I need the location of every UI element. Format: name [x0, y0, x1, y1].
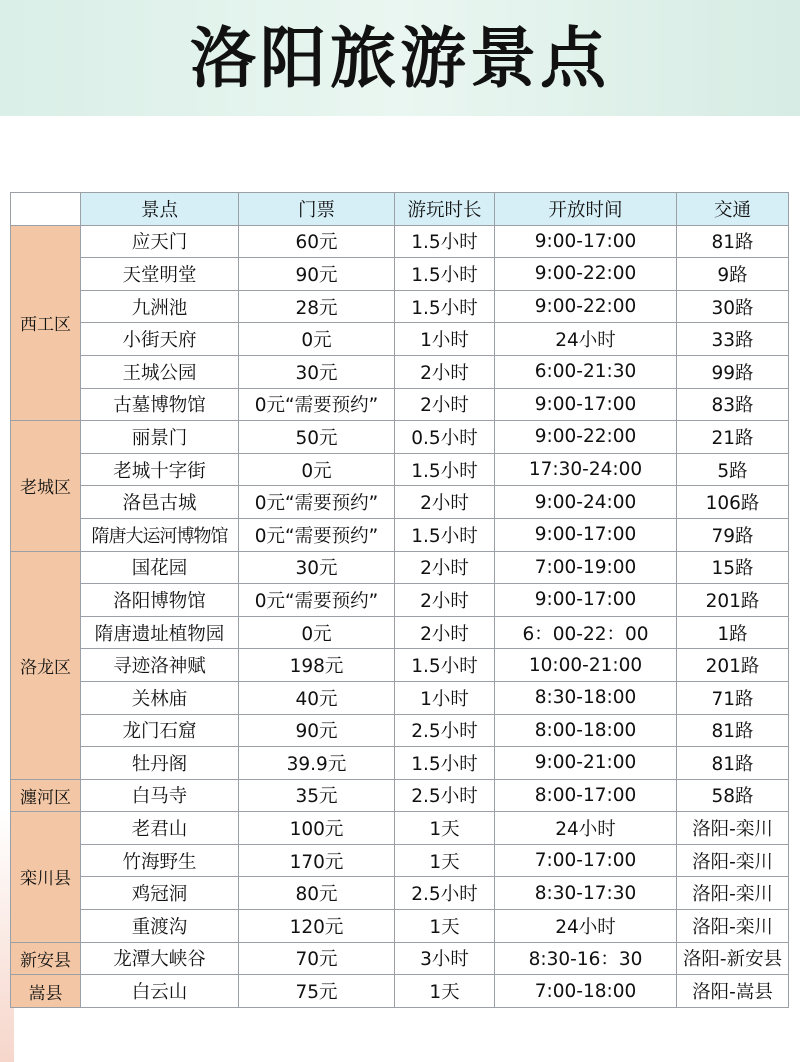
duration-cell: 2小时 — [395, 616, 495, 649]
duration-cell: 1天 — [395, 812, 495, 845]
attraction-cell: 洛阳博物馆 — [81, 584, 239, 617]
ticket-cell: 198元 — [239, 649, 395, 682]
ticket-cell: 40元 — [239, 681, 395, 714]
ticket-cell: 30元 — [239, 355, 395, 388]
hours-cell: 9:00-17:00 — [495, 518, 677, 551]
duration-cell: 2.5小时 — [395, 779, 495, 812]
duration-cell: 2.5小时 — [395, 877, 495, 910]
transport-cell: 1路 — [677, 616, 789, 649]
attraction-cell: 丽景门 — [81, 421, 239, 454]
duration-cell: 1天 — [395, 910, 495, 943]
duration-cell: 2.5小时 — [395, 714, 495, 747]
district-cell: 新安县 — [11, 942, 81, 975]
district-cell: 老城区 — [11, 421, 81, 551]
attraction-cell: 竹海野生 — [81, 844, 239, 877]
hours-cell: 24小时 — [495, 812, 677, 845]
district-cell: 栾川县 — [11, 812, 81, 942]
transport-cell: 83路 — [677, 388, 789, 421]
table-header-row — [11, 193, 789, 226]
ticket-cell: 90元 — [239, 714, 395, 747]
duration-cell: 2小时 — [395, 584, 495, 617]
hours-cell: 9:00-22:00 — [495, 290, 677, 323]
duration-cell: 1天 — [395, 844, 495, 877]
hours-cell: 7:00-19:00 — [495, 551, 677, 584]
table-row — [11, 551, 789, 584]
ticket-cell: 170元 — [239, 844, 395, 877]
table-row — [11, 323, 789, 356]
hours-cell: 6:00-21:30 — [495, 355, 677, 388]
district-cell: 瀍河区 — [11, 779, 81, 812]
ticket-cell: 30元 — [239, 551, 395, 584]
attraction-cell: 白云山 — [81, 975, 239, 1008]
attraction-cell: 小街天府 — [81, 323, 239, 356]
duration-cell: 1.5小时 — [395, 290, 495, 323]
table-row — [11, 910, 789, 943]
ticket-cell: 35元 — [239, 779, 395, 812]
ticket-cell: 0元 — [239, 453, 395, 486]
transport-cell: 15路 — [677, 551, 789, 584]
transport-cell: 5路 — [677, 453, 789, 486]
attraction-cell: 洛邑古城 — [81, 486, 239, 519]
duration-cell: 2小时 — [395, 551, 495, 584]
attraction-cell: 老君山 — [81, 812, 239, 845]
transport-cell: 洛阳-栾川 — [677, 844, 789, 877]
table-row — [11, 844, 789, 877]
page-title: 洛阳旅游景点 — [190, 20, 610, 97]
hours-cell: 9:00-17:00 — [495, 225, 677, 258]
attraction-cell: 国花园 — [81, 551, 239, 584]
transport-cell: 201路 — [677, 584, 789, 617]
table-row — [11, 812, 789, 845]
hours-cell: 8:30-17:30 — [495, 877, 677, 910]
duration-cell: 1.5小时 — [395, 453, 495, 486]
header-transport: 交通 — [677, 193, 789, 226]
ticket-cell: 75元 — [239, 975, 395, 1008]
transport-cell: 81路 — [677, 714, 789, 747]
table-row — [11, 616, 789, 649]
transport-cell: 洛阳-新安县 — [677, 942, 789, 975]
hours-cell: 7:00-18:00 — [495, 975, 677, 1008]
duration-cell: 3小时 — [395, 942, 495, 975]
transport-cell: 81路 — [677, 225, 789, 258]
attraction-cell: 隋唐大运河博物馆 — [81, 518, 239, 551]
table-row — [11, 714, 789, 747]
table-row — [11, 258, 789, 291]
table-body — [11, 225, 789, 1007]
hours-cell: 9:00-17:00 — [495, 388, 677, 421]
attraction-cell: 龙潭大峡谷 — [81, 942, 239, 975]
hours-cell: 10:00-21:00 — [495, 649, 677, 682]
ticket-cell: 90元 — [239, 258, 395, 291]
attraction-cell: 九洲池 — [81, 290, 239, 323]
table-row — [11, 453, 789, 486]
table-row — [11, 486, 789, 519]
hours-cell: 24小时 — [495, 910, 677, 943]
table-row — [11, 421, 789, 454]
transport-cell: 洛阳-栾川 — [677, 877, 789, 910]
attraction-cell: 寻迹洛神赋 — [81, 649, 239, 682]
table-row — [11, 388, 789, 421]
duration-cell: 1.5小时 — [395, 258, 495, 291]
transport-cell: 79路 — [677, 518, 789, 551]
hours-cell: 8:30-16：30 — [495, 942, 677, 975]
table-row — [11, 975, 789, 1008]
table-row — [11, 355, 789, 388]
hours-cell: 8:00-18:00 — [495, 714, 677, 747]
hours-cell: 9:00-21:00 — [495, 747, 677, 780]
ticket-cell: 0元 — [239, 616, 395, 649]
ticket-cell: 120元 — [239, 910, 395, 943]
transport-cell: 33路 — [677, 323, 789, 356]
ticket-cell: 39.9元 — [239, 747, 395, 780]
transport-cell: 洛阳-栾川 — [677, 812, 789, 845]
attractions-table — [10, 192, 789, 1008]
transport-cell: 洛阳-嵩县 — [677, 975, 789, 1008]
table-row — [11, 225, 789, 258]
ticket-cell: 0元“需要预约” — [239, 584, 395, 617]
ticket-cell: 0元“需要预约” — [239, 388, 395, 421]
attraction-cell: 古墓博物馆 — [81, 388, 239, 421]
table-row — [11, 290, 789, 323]
attraction-cell: 老城十字街 — [81, 453, 239, 486]
header-hours: 开放时间 — [495, 193, 677, 226]
header-ticket: 门票 — [239, 193, 395, 226]
transport-cell: 58路 — [677, 779, 789, 812]
duration-cell: 2小时 — [395, 388, 495, 421]
attraction-cell: 王城公园 — [81, 355, 239, 388]
duration-cell: 1.5小时 — [395, 518, 495, 551]
attraction-cell: 重渡沟 — [81, 910, 239, 943]
duration-cell: 1天 — [395, 975, 495, 1008]
transport-cell: 洛阳-栾川 — [677, 910, 789, 943]
transport-cell: 106路 — [677, 486, 789, 519]
hours-cell: 24小时 — [495, 323, 677, 356]
ticket-cell: 28元 — [239, 290, 395, 323]
attraction-cell: 鸡冠洞 — [81, 877, 239, 910]
attraction-cell: 牡丹阁 — [81, 747, 239, 780]
hours-cell: 7:00-17:00 — [495, 844, 677, 877]
hours-cell: 9:00-22:00 — [495, 421, 677, 454]
table-row — [11, 584, 789, 617]
header-district — [11, 193, 81, 226]
hours-cell: 8:00-17:00 — [495, 779, 677, 812]
header-duration: 游玩时长 — [395, 193, 495, 226]
attraction-cell: 天堂明堂 — [81, 258, 239, 291]
table-row — [11, 747, 789, 780]
table-row — [11, 942, 789, 975]
table-row — [11, 649, 789, 682]
transport-cell: 71路 — [677, 681, 789, 714]
ticket-cell: 100元 — [239, 812, 395, 845]
ticket-cell: 0元“需要预约” — [239, 518, 395, 551]
district-cell: 嵩县 — [11, 975, 81, 1008]
duration-cell: 2小时 — [395, 486, 495, 519]
hours-cell: 9:00-17:00 — [495, 584, 677, 617]
table-row — [11, 877, 789, 910]
duration-cell: 1小时 — [395, 323, 495, 356]
transport-cell: 21路 — [677, 421, 789, 454]
attraction-cell: 应天门 — [81, 225, 239, 258]
hours-cell: 6：00-22：00 — [495, 616, 677, 649]
district-cell: 西工区 — [11, 225, 81, 421]
duration-cell: 2小时 — [395, 355, 495, 388]
transport-cell: 201路 — [677, 649, 789, 682]
transport-cell: 9路 — [677, 258, 789, 291]
attraction-cell: 关林庙 — [81, 681, 239, 714]
transport-cell: 30路 — [677, 290, 789, 323]
hours-cell: 8:30-18:00 — [495, 681, 677, 714]
hours-cell: 9:00-24:00 — [495, 486, 677, 519]
attraction-cell: 白马寺 — [81, 779, 239, 812]
ticket-cell: 80元 — [239, 877, 395, 910]
header-attraction: 景点 — [81, 193, 239, 226]
transport-cell: 81路 — [677, 747, 789, 780]
duration-cell: 0.5小时 — [395, 421, 495, 454]
hours-cell: 9:00-22:00 — [495, 258, 677, 291]
duration-cell: 1.5小时 — [395, 225, 495, 258]
district-cell: 洛龙区 — [11, 551, 81, 779]
transport-cell: 99路 — [677, 355, 789, 388]
ticket-cell: 0元“需要预约” — [239, 486, 395, 519]
attraction-cell: 隋唐遗址植物园 — [81, 616, 239, 649]
table-row — [11, 518, 789, 551]
ticket-cell: 50元 — [239, 421, 395, 454]
ticket-cell: 0元 — [239, 323, 395, 356]
duration-cell: 1.5小时 — [395, 747, 495, 780]
hours-cell: 17:30-24:00 — [495, 453, 677, 486]
table-row — [11, 681, 789, 714]
attraction-cell: 龙门石窟 — [81, 714, 239, 747]
ticket-cell: 70元 — [239, 942, 395, 975]
ticket-cell: 60元 — [239, 225, 395, 258]
table-row — [11, 779, 789, 812]
duration-cell: 1小时 — [395, 681, 495, 714]
duration-cell: 1.5小时 — [395, 649, 495, 682]
